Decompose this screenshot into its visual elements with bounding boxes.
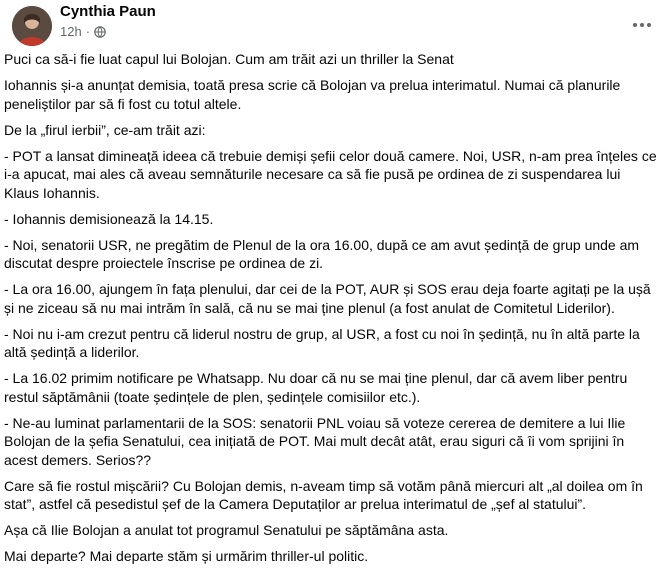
post-paragraph: Așa că Ilie Bolojan a anulat tot programul Senatului pe săptămâna asta.	[4, 522, 449, 538]
post-paragraph: - La ora 16.00, ajungem în fața plenului, dar cei de la POT, AUR și SOS erau deja foarte agitați pe la ușă și ne ziceau să nu mai intrăm în sală, că nu se mai ține plenul (a fost anulat de Comitetul Liderilor).	[4, 281, 651, 316]
post-paragraph: - POT a lansat dimineață ideea că trebuie demiși șefii celor două camere. Noi, USR, n-am prea înțeles ce i-a apucat, mai ales că aveau semnăturile necesare ca să fie pusă pe ordinea de zi suspendarea lui Klaus Iohannis.	[4, 147, 657, 201]
post-paragraph: Puci ca să-i fie luat capul lui Bolojan. Cum am trăit azi un thriller la Senat	[4, 51, 454, 67]
meta-separator: ·	[85, 24, 91, 39]
post-body	[4, 50, 658, 573]
more-options-button[interactable]	[628, 10, 656, 38]
post-paragraph: De la „firul ierbii”, ce-am trăit azi:	[4, 121, 206, 138]
post-paragraph: - Ne-au luminat parlamentarii de la SOS: senatorii PNL voiau să voteze cererea de demitere a lui Ilie Bolojan de la șefia Senatului, cea inițiată de POT. Mai mult decât atât, erau siguri că îi vom sprijini în acest demers. Serios??	[4, 414, 626, 468]
avatar-image	[12, 6, 52, 46]
post-paragraph: - Noi, senatorii USR, ne pregătim de Plenul de la ora 16.00, după ce am avut ședință de grup unde am discutat despre proiectele înscrise pe ordinea de zi.	[4, 236, 640, 271]
more-options-icon	[632, 15, 652, 33]
author-name[interactable]: Cynthia Paun	[60, 3, 156, 20]
post-paragraph: - Noi nu i-am crezut pentru că liderul nostru de grup, al USR, a fost cu noi în ședință, nu în altă parte la altă ședință a liderilor.	[4, 325, 640, 360]
author-avatar[interactable]	[12, 6, 52, 46]
post-header	[0, 0, 662, 48]
post-paragraph: - La 16.02 primim notificare pe Whatsapp. Nu doar că nu se mai ține plenul, dar că avem liber pentru restul săptămânii (toate ședințele de plen, ședințele comisiilor etc.).	[4, 370, 628, 405]
post-meta	[60, 24, 106, 39]
globe-icon[interactable]	[94, 26, 106, 38]
post-paragraph: - Iohannis demisionează la 14.15.	[4, 210, 214, 227]
post-paragraph: Care să fie rostul mișcării? Cu Bolojan demis, n-aveam timp să votăm până miercuri alt „al doilea om în stat”, astfel că pesedistul șef de la Camera Deputaților ar prelua interimatul de „șef al statului”.	[4, 477, 643, 512]
post-timestamp[interactable]: 12h	[60, 24, 82, 39]
post-paragraph: Iohannis și-a anunțat demisia, toată presa scrie că Bolojan va prelua interimatul. Numai că planurile peneliștilor par să fi fost cu totul altele.	[4, 77, 621, 112]
post-paragraph: Mai departe? Mai departe stăm și urmărim thriller-ul politic.	[4, 548, 369, 564]
